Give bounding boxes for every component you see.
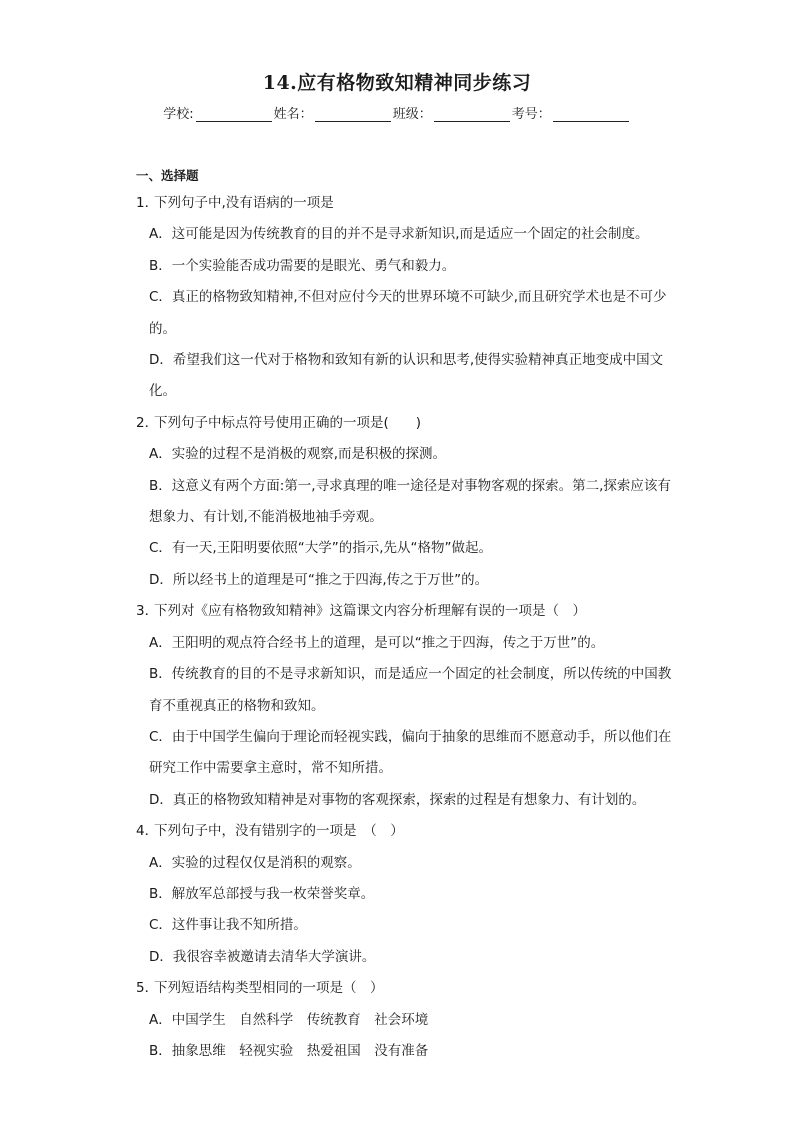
question-2-text: 下列句子中标点符号使用正确的一项是( ) [154, 414, 422, 431]
question-2-option-b: B．这意义有两个方面:第一,寻求真理的唯一途径是对事物客观的探索。第二,探索应该有想象力、有计划,不能消极地袖手旁观。 [149, 477, 671, 526]
question-2-option-c: C．有一天,王阳明要依照“大学”的指示,先从“格物”做起。 [149, 540, 492, 557]
school-field [163, 103, 273, 122]
section-heading: 一、选择题 [136, 168, 199, 183]
exam-number-label: 考号： [511, 107, 551, 122]
question-4-number: 4． [136, 823, 159, 840]
question-5 [136, 973, 676, 1067]
question-3-option-b: B．传统教育的目的不是寻求新知识，而是适应一个固定的社会制度，所以传统的中国教育不重视真正的格物和致知。 [149, 666, 672, 714]
question-5-stem [136, 973, 676, 1004]
question-2-stem [136, 408, 676, 439]
question-3 [136, 596, 676, 816]
question-1-text: 下列句子中,没有语病的一项是 [154, 195, 334, 211]
question-2-option-a: A．实验的过程不是消极的观察,而是积极的探测。 [149, 446, 447, 463]
school-blank [196, 107, 272, 122]
question-4-stem [136, 816, 676, 847]
question-5-option-a: A．中国学生 自然科学 传统教育 社会环境 [149, 1011, 429, 1028]
question-2 [136, 408, 676, 596]
question-1-number: 1． [136, 195, 159, 211]
name-label: 姓名： [273, 107, 313, 122]
class-field [393, 103, 512, 122]
question-list [136, 188, 676, 1067]
question-1-option-c: C．真正的格物致知精神,不但对应付今天的世界环境不可缺少,而且研究学术也是不可少的。 [149, 289, 667, 337]
question-3-option-a: A．王阳明的观点符合经书上的道理，是可以“推之于四海，传之于万世”的。 [149, 634, 605, 651]
question-1-option-a: A．这可能是因为传统教育的目的并不是寻求新知识,而是适应一个固定的社会制度。 [149, 226, 649, 243]
school-label: 学校: [163, 107, 194, 122]
page-title: 14.应有格物致知精神同步练习 [262, 72, 532, 94]
question-2-number: 2． [136, 414, 159, 431]
question-4-option-c: C．这件事让我不知所措。 [149, 917, 307, 934]
question-3-stem [136, 596, 676, 627]
question-3-text: 下列对《应有格物致知精神》这篇课文内容分析理解有误的一项是（ ） [154, 603, 586, 620]
question-4-option-a: A．实验的过程仅仅是消积的观察。 [149, 854, 361, 871]
exam-number-field [512, 103, 631, 122]
question-4 [136, 816, 676, 973]
question-4-text: 下列句子中，没有错别字的一项是 （ ） [154, 823, 404, 840]
question-5-option-b: B．抽象思维 轻视实验 热爱祖国 没有准备 [149, 1042, 429, 1059]
question-5-text: 下列短语结构类型相同的一项是（ ） [154, 980, 384, 997]
student-info-line [0, 103, 794, 122]
name-field [274, 103, 393, 122]
name-blank [315, 107, 391, 122]
class-label: 班级： [392, 107, 432, 122]
question-1-stem [136, 188, 676, 219]
question-2-option-d: D．所以经书上的道理是可“推之于四海,传之于万世”的。 [149, 571, 489, 588]
question-5-number: 5． [136, 980, 159, 997]
question-1-option-d: D．希望我们这一代对于格物和致知有新的认识和思考,使得实验精神真正地变成中国文化。 [149, 352, 664, 400]
class-blank [434, 107, 510, 122]
question-4-option-b: B．解放军总部授与我一枚荣誉奖章。 [149, 885, 375, 902]
question-3-number: 3． [136, 603, 159, 620]
question-1-option-b: B．一个实验能否成功需要的是眼光、勇气和毅力。 [149, 257, 456, 274]
question-3-option-d: D．真正的格物致知精神是对事物的客观探索，探索的过程是有想象力、有计划的。 [149, 791, 646, 808]
exam-number-blank [553, 107, 629, 122]
question-3-option-c: C．由于中国学生偏向于理论而轻视实践，偏向于抽象的思维而不愿意动手，所以他们在研究工作中需要拿主意时，常不知所措。 [149, 728, 672, 777]
question-4-option-d: D．我很容幸被邀请去清华大学演讲。 [149, 948, 376, 965]
question-1 [136, 188, 676, 408]
